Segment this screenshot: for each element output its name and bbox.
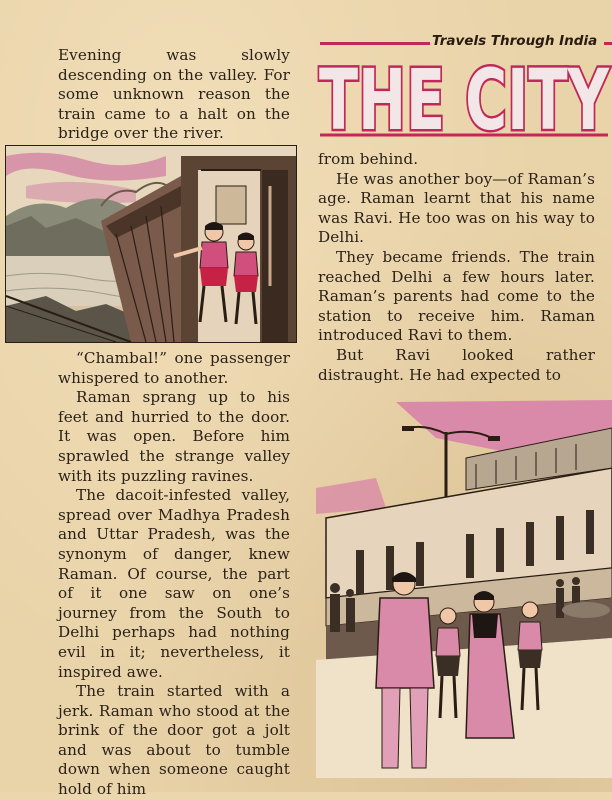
story-column-right [318, 150, 595, 385]
paragraph: The train started with a jerk. Raman who stood at the brink of the door got a jolt and was about to tumble down when someone caught hold of him [58, 682, 290, 799]
station-scene-drawing [316, 398, 612, 778]
series-banner [316, 33, 612, 53]
banner-rule-left [320, 42, 430, 45]
story-header [316, 33, 612, 145]
story-title-lettering [316, 51, 612, 143]
paragraph: Evening was slowly descending on the valley. For some unknown reason the train came to a halt on the bridge over the river. [58, 46, 290, 143]
delhi-station-illustration [316, 398, 612, 778]
series-title: Travels Through India [432, 33, 598, 49]
story-column-left [58, 349, 290, 800]
train-door-illustration [5, 145, 297, 343]
banner-rule-right [604, 42, 612, 45]
story-title: THE CITY [319, 51, 610, 143]
paragraph: They became friends. The train reached Delhi a few hours later. Raman’s parents had come to the station to receive him. Raman introduced Ravi to them. [318, 247, 595, 345]
paragraph: But Ravi looked rather distraught. He had expected to [318, 345, 595, 384]
paragraph: “Chambal!” one passenger whispered to another. [58, 349, 290, 387]
paragraph: The dacoit-infested valley, spread over Madhya Pradesh and Uttar Pradesh, was the synonym of danger, knew Raman. Of course, the part of it one saw on one’s journey from the South to Delhi perhaps had nothing evil in it; nevertheless, it inspired awe. [58, 486, 290, 681]
paragraph: from behind. [318, 150, 419, 168]
intro-paragraph [58, 46, 290, 144]
paragraph: He was another boy—of Raman’s age. Raman learnt that his name was Ravi. He too was on his way to Delhi. [318, 169, 595, 247]
train-scene-drawing [6, 146, 296, 342]
paragraph: Raman sprang up to his feet and hurried to the door. It was open. Before him sprawled the strange valley with its puzzling ravines. [58, 388, 290, 485]
